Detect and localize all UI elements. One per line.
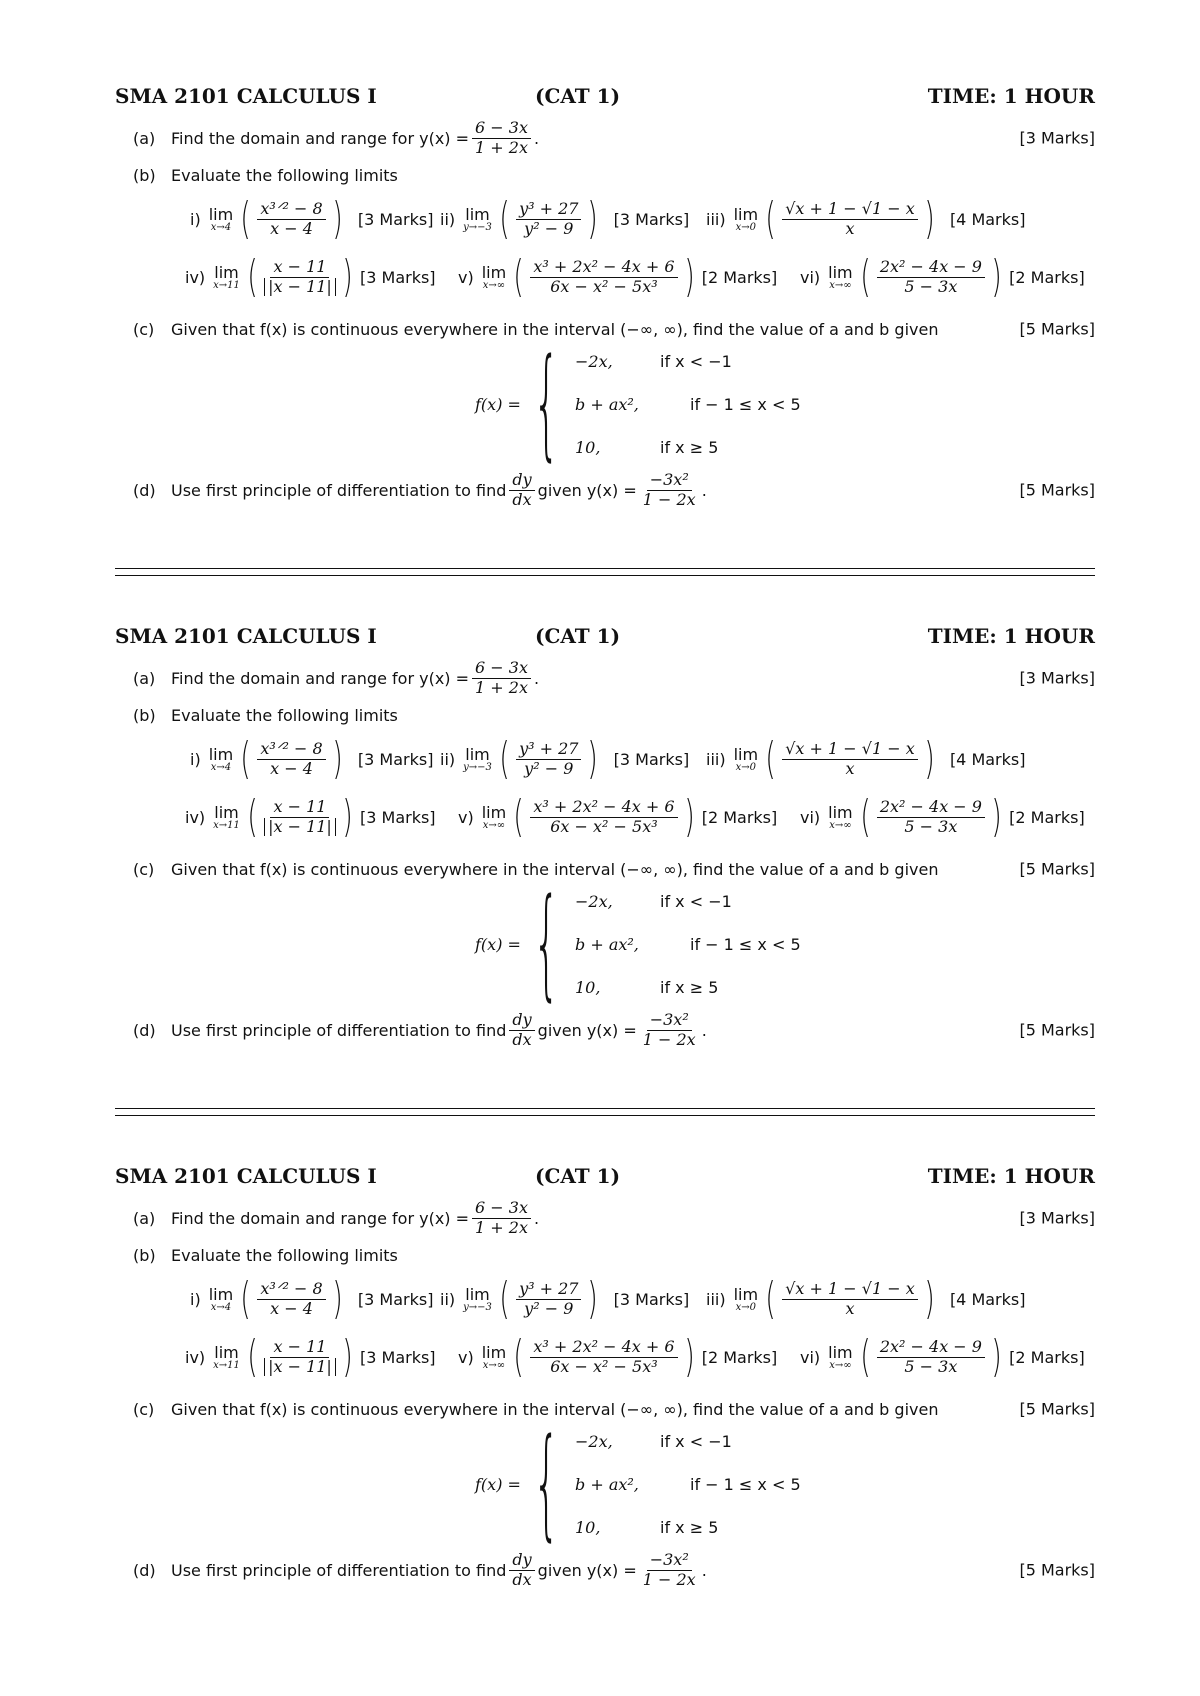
piecewise-function xyxy=(475,1414,895,1553)
limit-operator xyxy=(463,1285,492,1313)
lim-word: lim xyxy=(733,205,759,224)
denominator: y² − 9 xyxy=(524,758,574,778)
numerator: x³ᐟ² − 8 xyxy=(257,200,325,219)
lim-word: lim xyxy=(214,803,239,822)
case-expression: −2x, xyxy=(575,1432,613,1451)
case-1 xyxy=(575,1432,732,1451)
double-rule-1 xyxy=(115,568,1095,576)
limit-index: ii) xyxy=(440,1289,456,1309)
limit-index: iii) xyxy=(706,1289,726,1309)
numerator: y³ + 27 xyxy=(516,1280,581,1299)
limits-row-1 xyxy=(190,190,1095,248)
denominator: 5 − 3x xyxy=(904,816,958,836)
limit-item: vi) lim x→∞ ( $\frac{\text{2x² − 4x − 9}}{5 - 3x}$ ) [2 Marks] xyxy=(800,251,1085,302)
given-text: given y(x) = xyxy=(537,480,637,500)
limit-item: ii) lim y→−3 ( $\frac{\text{y³ + 27}}{\text{y² − 9}}$ ) [3 Marks] xyxy=(440,1273,690,1324)
denominator: 1 + 2x xyxy=(475,1217,528,1237)
marks-label: [2 Marks] xyxy=(701,1347,778,1367)
lim-word: lim xyxy=(733,745,759,764)
numerator: x³ + 2x² − 4x + 6 xyxy=(530,258,677,277)
marks-label: [3 Marks] xyxy=(357,1289,434,1309)
case-2 xyxy=(575,935,801,954)
limit-index: vi) xyxy=(800,1347,821,1367)
case-condition: if − 1 ≤ x < 5 xyxy=(690,395,801,414)
derivative-fraction xyxy=(509,471,534,509)
question-label: (b) xyxy=(133,705,156,725)
lim-subscript: x→∞ xyxy=(482,280,506,291)
denominator: x xyxy=(845,758,855,778)
limits-row-1 xyxy=(190,730,1095,788)
question-label: (a) xyxy=(133,668,156,688)
case-expression: −2x, xyxy=(575,892,613,911)
case-condition: if x ≥ 5 xyxy=(660,438,719,457)
marks-label: [4 Marks] xyxy=(949,749,1026,769)
limit-item: vi) lim x→∞ ( $\frac{\text{2x² − 4x − 9}}{5 - 3x}$ ) [2 Marks] xyxy=(800,1331,1085,1382)
exam-header xyxy=(115,1164,1095,1194)
question-a: (a) Find the domain and range for y(x) = $\frac{6 - 3x}{1 + 2x}$ . [3 Marks] xyxy=(133,658,1095,697)
limit-operator xyxy=(209,745,233,773)
question-text: Evaluate the following limits xyxy=(171,165,398,185)
question-text: Find the domain and range for y(x) = xyxy=(171,668,470,688)
limit-index: ii) xyxy=(440,749,456,769)
case-1 xyxy=(575,352,732,371)
question-b xyxy=(133,700,1095,730)
limit-index: iv) xyxy=(185,807,206,827)
question-c xyxy=(133,314,1095,344)
limits-row-1 xyxy=(190,1270,1095,1328)
question-text: Use first principle of differentiation to find xyxy=(171,480,507,500)
fraction xyxy=(472,659,531,697)
numerator: dy xyxy=(509,471,534,490)
lim-subscript: x→0 xyxy=(735,762,757,773)
time-label: TIME: 1 HOUR xyxy=(927,84,1095,108)
question-c xyxy=(133,1394,1095,1424)
numerator: dy xyxy=(509,1011,534,1030)
limit-index: iv) xyxy=(185,267,206,287)
case-condition: if − 1 ≤ x < 5 xyxy=(690,1475,801,1494)
case-1 xyxy=(575,892,732,911)
numerator: y³ + 27 xyxy=(516,200,581,219)
question-d: (d) Use first principle of differentiation to find $\frac{dy}{dx}$ given y(x) = $\frac{\text{−3x²}}{1 - 2x}$ . [5 Marks] xyxy=(133,470,1095,509)
limit-operator xyxy=(828,263,852,291)
question-b xyxy=(133,160,1095,190)
numerator: x³ + 2x² − 4x + 6 xyxy=(530,798,677,817)
lim-subscript: x→4 xyxy=(210,222,232,233)
limit-index: v) xyxy=(458,1347,474,1367)
lim-subscript: y→−3 xyxy=(463,762,492,773)
limit-item: v) lim x→∞ ( $\frac{\text{x³ + 2x² − 4x + 6}}{\text{6x − x² − 5x³}}$ ) [2 Marks] xyxy=(458,1331,778,1382)
limit-operator xyxy=(209,1285,233,1313)
question-label: (c) xyxy=(133,319,155,339)
piecewise-function xyxy=(475,334,895,473)
case-3 xyxy=(575,978,719,997)
marks-label: [3 Marks] xyxy=(1019,668,1095,688)
numerator: 2x² − 4x − 9 xyxy=(877,1338,985,1357)
fraction xyxy=(472,1199,531,1237)
denominator: y² − 9 xyxy=(524,218,574,238)
case-expression: 10, xyxy=(575,978,601,997)
limit-operator xyxy=(734,1285,758,1313)
limit-index: iv) xyxy=(185,1347,206,1367)
course-title: SMA 2101 CALCULUS I xyxy=(115,624,377,648)
derivative-fraction xyxy=(509,1551,534,1589)
marks-label: [2 Marks] xyxy=(1009,807,1085,827)
limit-item: i) lim x→4 ( $\frac{\text{x³ᐟ² − 8}}{x - 4}$ ) [3 Marks] xyxy=(190,1273,434,1324)
limit-index: vi) xyxy=(800,267,821,287)
function-name: f(x) = xyxy=(475,395,521,414)
marks-label: [2 Marks] xyxy=(701,807,778,827)
question-label: (a) xyxy=(133,128,156,148)
denominator: y² − 9 xyxy=(524,1298,574,1318)
lim-word: lim xyxy=(828,263,853,282)
question-d: (d) Use first principle of differentiation to find $\frac{dy}{dx}$ given y(x) = $\frac{\text{−3x²}}{1 - 2x}$ . [5 Marks] xyxy=(133,1010,1095,1049)
denominator: |x − 11| xyxy=(264,278,336,296)
numerator: √x + 1 − √1 − x xyxy=(782,200,918,219)
marks-label: [5 Marks] xyxy=(1019,859,1095,879)
case-2 xyxy=(575,395,801,414)
lim-word: lim xyxy=(208,745,234,764)
lim-subscript: x→4 xyxy=(210,762,232,773)
denominator: x − 4 xyxy=(270,218,313,238)
lim-word: lim xyxy=(208,1285,234,1304)
denominator: |x − 11| xyxy=(264,818,336,836)
marks-label: [3 Marks] xyxy=(360,1347,436,1367)
exam-header xyxy=(115,84,1095,114)
numerator: √x + 1 − √1 − x xyxy=(782,740,918,759)
denominator: 6x − x² − 5x³ xyxy=(550,816,658,836)
question-label: (b) xyxy=(133,165,156,185)
limit-operator xyxy=(482,803,506,831)
lim-word: lim xyxy=(828,1343,853,1362)
lim-subscript: x→0 xyxy=(735,222,757,233)
question-c xyxy=(133,854,1095,884)
marks-label: [3 Marks] xyxy=(360,807,436,827)
limit-item: iv) lim x→11 ( $\frac{x - 11}{|x - 11|}$ ) [3 Marks] xyxy=(185,251,436,302)
numerator: x − 11 xyxy=(270,1338,329,1357)
lim-word: lim xyxy=(214,1343,239,1362)
denominator: |x − 11| xyxy=(264,1358,336,1376)
lim-subscript: x→∞ xyxy=(829,1360,852,1371)
limit-index: iii) xyxy=(706,749,726,769)
function-name: f(x) = xyxy=(475,935,521,954)
lim-word: lim xyxy=(481,803,507,822)
limit-operator xyxy=(482,1343,506,1371)
lim-subscript: x→0 xyxy=(735,1302,757,1313)
numerator: −3x² xyxy=(647,1551,692,1570)
marks-label: [3 Marks] xyxy=(357,749,434,769)
course-title: SMA 2101 CALCULUS I xyxy=(115,84,377,108)
left-brace: { xyxy=(533,334,560,473)
marks-label: [5 Marks] xyxy=(1019,1020,1095,1040)
question-text: Find the domain and range for y(x) = xyxy=(171,1208,470,1228)
cat-copy-2 xyxy=(0,610,1200,1150)
marks-label: [3 Marks] xyxy=(1019,1208,1095,1228)
lim-subscript: x→11 xyxy=(213,820,240,831)
numerator: x³ + 2x² − 4x + 6 xyxy=(530,1338,677,1357)
piecewise-function xyxy=(475,874,895,1013)
denominator: x − 4 xyxy=(270,1298,313,1318)
lim-word: lim xyxy=(465,205,490,224)
denominator: x xyxy=(845,218,855,238)
limit-operator xyxy=(213,1343,240,1371)
limits-row-2 xyxy=(185,1328,1095,1386)
limit-item: v) lim x→∞ ( $\frac{\text{x³ + 2x² − 4x + 6}}{\text{6x − x² − 5x³}}$ ) [2 Marks] xyxy=(458,791,778,842)
denominator: x xyxy=(845,1298,855,1318)
case-condition: if x ≥ 5 xyxy=(660,978,719,997)
marks-label: [3 Marks] xyxy=(1019,128,1095,148)
lim-word: lim xyxy=(208,205,234,224)
denominator: 1 − 2x xyxy=(642,1569,696,1589)
course-title: SMA 2101 CALCULUS I xyxy=(115,1164,377,1188)
lim-subscript: y→−3 xyxy=(463,222,492,233)
fraction xyxy=(472,119,531,157)
denominator: dx xyxy=(512,1569,532,1589)
denominator: 5 − 3x xyxy=(904,1356,958,1376)
limit-operator xyxy=(463,205,492,233)
lim-subscript: x→∞ xyxy=(829,280,852,291)
question-text: Use first principle of differentiation to find xyxy=(171,1020,507,1040)
limit-operator xyxy=(209,205,233,233)
limit-operator xyxy=(828,803,852,831)
lim-word: lim xyxy=(465,745,490,764)
question-d: (d) Use first principle of differentiation to find $\frac{dy}{dx}$ given y(x) = $\frac{\text{−3x²}}{1 - 2x}$ . [5 Marks] xyxy=(133,1550,1095,1589)
denominator: 1 + 2x xyxy=(475,137,528,157)
marks-label: [3 Marks] xyxy=(613,749,690,769)
denominator: 1 + 2x xyxy=(475,677,528,697)
exam-header xyxy=(115,624,1095,654)
limit-operator xyxy=(828,1343,852,1371)
marks-label: [5 Marks] xyxy=(1019,480,1095,500)
numerator: y³ + 27 xyxy=(516,740,581,759)
question-label: (c) xyxy=(133,1399,155,1419)
case-2 xyxy=(575,1475,801,1494)
denominator: 1 − 2x xyxy=(642,1029,696,1049)
limit-item: ii) lim y→−3 ( $\frac{\text{y³ + 27}}{\text{y² − 9}}$ ) [3 Marks] xyxy=(440,193,690,244)
numerator: √x + 1 − √1 − x xyxy=(782,1280,918,1299)
marks-label: [3 Marks] xyxy=(613,209,690,229)
case-expression: 10, xyxy=(575,438,601,457)
limit-index: i) xyxy=(190,749,201,769)
left-brace: { xyxy=(533,1414,560,1553)
limit-operator xyxy=(463,745,492,773)
case-condition: if x < −1 xyxy=(660,1432,732,1451)
numerator: dy xyxy=(509,1551,534,1570)
limit-index: v) xyxy=(458,807,474,827)
marks-label: [3 Marks] xyxy=(360,267,436,287)
question-text: Find the domain and range for y(x) = xyxy=(171,128,470,148)
time-label: TIME: 1 HOUR xyxy=(927,624,1095,648)
numerator: 6 − 3x xyxy=(472,119,531,138)
case-expression: b + ax², xyxy=(575,935,639,954)
limit-index: iii) xyxy=(706,209,726,229)
limit-index: v) xyxy=(458,267,474,287)
lim-subscript: x→∞ xyxy=(829,820,852,831)
numerator: −3x² xyxy=(647,471,692,490)
limit-operator xyxy=(734,745,758,773)
question-label: (c) xyxy=(133,859,155,879)
cat-copy-1 xyxy=(0,70,1200,610)
denominator: dx xyxy=(512,1029,532,1049)
limit-item: v) lim x→∞ ( $\frac{\text{x³ + 2x² − 4x + 6}}{\text{6x − x² − 5x³}}$ ) [2 Marks] xyxy=(458,251,778,302)
limit-operator xyxy=(734,205,758,233)
limit-item: iii) lim x→0 ( $\frac{√x + 1 - √1 - x}{x}$ ) [4 Marks] xyxy=(706,193,1026,244)
case-condition: if x ≥ 5 xyxy=(660,1518,719,1537)
case-condition: if x < −1 xyxy=(660,892,732,911)
limit-index: vi) xyxy=(800,807,821,827)
lim-word: lim xyxy=(465,1285,490,1304)
denominator: x − 4 xyxy=(270,758,313,778)
limit-operator xyxy=(482,263,506,291)
function-name: f(x) = xyxy=(475,1475,521,1494)
numerator: 2x² − 4x − 9 xyxy=(877,258,985,277)
marks-label: [5 Marks] xyxy=(1019,1399,1095,1419)
limit-operator xyxy=(213,803,240,831)
lim-word: lim xyxy=(481,263,507,282)
cat-label: (CAT 1) xyxy=(535,624,621,648)
limit-item: iii) lim x→0 ( $\frac{√x + 1 - √1 - x}{x}$ ) [4 Marks] xyxy=(706,733,1026,784)
numerator: −3x² xyxy=(647,1011,692,1030)
limit-index: ii) xyxy=(440,209,456,229)
question-text: Given that f(x) is continuous everywhere in the interval (−∞, ∞), find the value of a and b given xyxy=(171,1399,939,1419)
marks-label: [5 Marks] xyxy=(1019,319,1095,339)
denominator: 6x − x² − 5x³ xyxy=(550,276,658,296)
lim-subscript: x→4 xyxy=(210,1302,232,1313)
fraction xyxy=(640,1011,699,1049)
fraction xyxy=(640,471,699,509)
case-3 xyxy=(575,438,719,457)
case-expression: −2x, xyxy=(575,352,613,371)
numerator: x³ᐟ² − 8 xyxy=(257,740,325,759)
cat-label: (CAT 1) xyxy=(535,1164,621,1188)
cat-label: (CAT 1) xyxy=(535,84,621,108)
fraction xyxy=(640,1551,699,1589)
numerator: x − 11 xyxy=(270,258,329,277)
lim-word: lim xyxy=(214,263,239,282)
marks-label: [2 Marks] xyxy=(1009,267,1085,287)
cat-copy-3 xyxy=(0,1150,1200,1690)
numerator: 2x² − 4x − 9 xyxy=(877,798,985,817)
lim-subscript: x→∞ xyxy=(482,820,506,831)
time-label: TIME: 1 HOUR xyxy=(927,1164,1095,1188)
denominator: 6x − x² − 5x³ xyxy=(550,1356,658,1376)
limit-item: iv) lim x→11 ( $\frac{x - 11}{|x - 11|}$ ) [3 Marks] xyxy=(185,791,436,842)
lim-subscript: x→11 xyxy=(213,1360,240,1371)
lim-word: lim xyxy=(733,1285,759,1304)
case-expression: b + ax², xyxy=(575,1475,639,1494)
lim-subscript: x→∞ xyxy=(482,1360,506,1371)
denominator: 1 − 2x xyxy=(642,489,696,509)
limits-row-2 xyxy=(185,788,1095,846)
denominator: dx xyxy=(512,489,532,509)
limit-item: ii) lim y→−3 ( $\frac{\text{y³ + 27}}{\text{y² − 9}}$ ) [3 Marks] xyxy=(440,733,690,784)
marks-label: [4 Marks] xyxy=(949,209,1026,229)
left-brace: { xyxy=(533,874,560,1013)
lim-subscript: x→11 xyxy=(213,280,240,291)
question-a: (a) Find the domain and range for y(x) = $\frac{6 - 3x}{1 + 2x}$ . [3 Marks] xyxy=(133,118,1095,157)
question-text: Given that f(x) is continuous everywhere in the interval (−∞, ∞), find the value of a and b given xyxy=(171,319,939,339)
question-label: (d) xyxy=(133,480,156,500)
question-label: (a) xyxy=(133,1208,156,1228)
limit-index: i) xyxy=(190,209,201,229)
question-b xyxy=(133,1240,1095,1270)
case-3 xyxy=(575,1518,719,1537)
double-rule-2 xyxy=(115,1108,1095,1116)
limit-operator xyxy=(213,263,240,291)
limit-index: i) xyxy=(190,1289,201,1309)
given-text: given y(x) = xyxy=(537,1560,637,1580)
limit-item: vi) lim x→∞ ( $\frac{\text{2x² − 4x − 9}}{5 - 3x}$ ) [2 Marks] xyxy=(800,791,1085,842)
question-text: Evaluate the following limits xyxy=(171,1245,398,1265)
numerator: 6 − 3x xyxy=(472,1199,531,1218)
question-label: (b) xyxy=(133,1245,156,1265)
numerator: 6 − 3x xyxy=(472,659,531,678)
denominator: 5 − 3x xyxy=(904,276,958,296)
case-condition: if x < −1 xyxy=(660,352,732,371)
numerator: x − 11 xyxy=(270,798,329,817)
question-text: Evaluate the following limits xyxy=(171,705,398,725)
marks-label: [5 Marks] xyxy=(1019,1560,1095,1580)
limit-item: iv) lim x→11 ( $\frac{x - 11}{|x - 11|}$ ) [3 Marks] xyxy=(185,1331,436,1382)
question-text: Given that f(x) is continuous everywhere in the interval (−∞, ∞), find the value of a and b given xyxy=(171,859,939,879)
lim-word: lim xyxy=(828,803,853,822)
lim-word: lim xyxy=(481,1343,507,1362)
question-a: (a) Find the domain and range for y(x) = $\frac{6 - 3x}{1 + 2x}$ . [3 Marks] xyxy=(133,1198,1095,1237)
limit-item: iii) lim x→0 ( $\frac{√x + 1 - √1 - x}{x}$ ) [4 Marks] xyxy=(706,1273,1026,1324)
numerator: x³ᐟ² − 8 xyxy=(257,1280,325,1299)
limit-item: i) lim x→4 ( $\frac{\text{x³ᐟ² − 8}}{x - 4}$ ) [3 Marks] xyxy=(190,733,434,784)
marks-label: [3 Marks] xyxy=(357,209,434,229)
case-condition: if − 1 ≤ x < 5 xyxy=(690,935,801,954)
marks-label: [4 Marks] xyxy=(949,1289,1026,1309)
case-expression: b + ax², xyxy=(575,395,639,414)
marks-label: [3 Marks] xyxy=(613,1289,690,1309)
question-label: (d) xyxy=(133,1020,156,1040)
marks-label: [2 Marks] xyxy=(1009,1347,1085,1367)
given-text: given y(x) = xyxy=(537,1020,637,1040)
marks-label: [2 Marks] xyxy=(701,267,778,287)
case-expression: 10, xyxy=(575,1518,601,1537)
derivative-fraction xyxy=(509,1011,534,1049)
limit-item: i) lim x→4 ( $\frac{\text{x³ᐟ² − 8}}{x - 4}$ ) [3 Marks] xyxy=(190,193,434,244)
limits-row-2 xyxy=(185,248,1095,306)
question-label: (d) xyxy=(133,1560,156,1580)
question-text: Use first principle of differentiation to find xyxy=(171,1560,507,1580)
lim-subscript: y→−3 xyxy=(463,1302,492,1313)
